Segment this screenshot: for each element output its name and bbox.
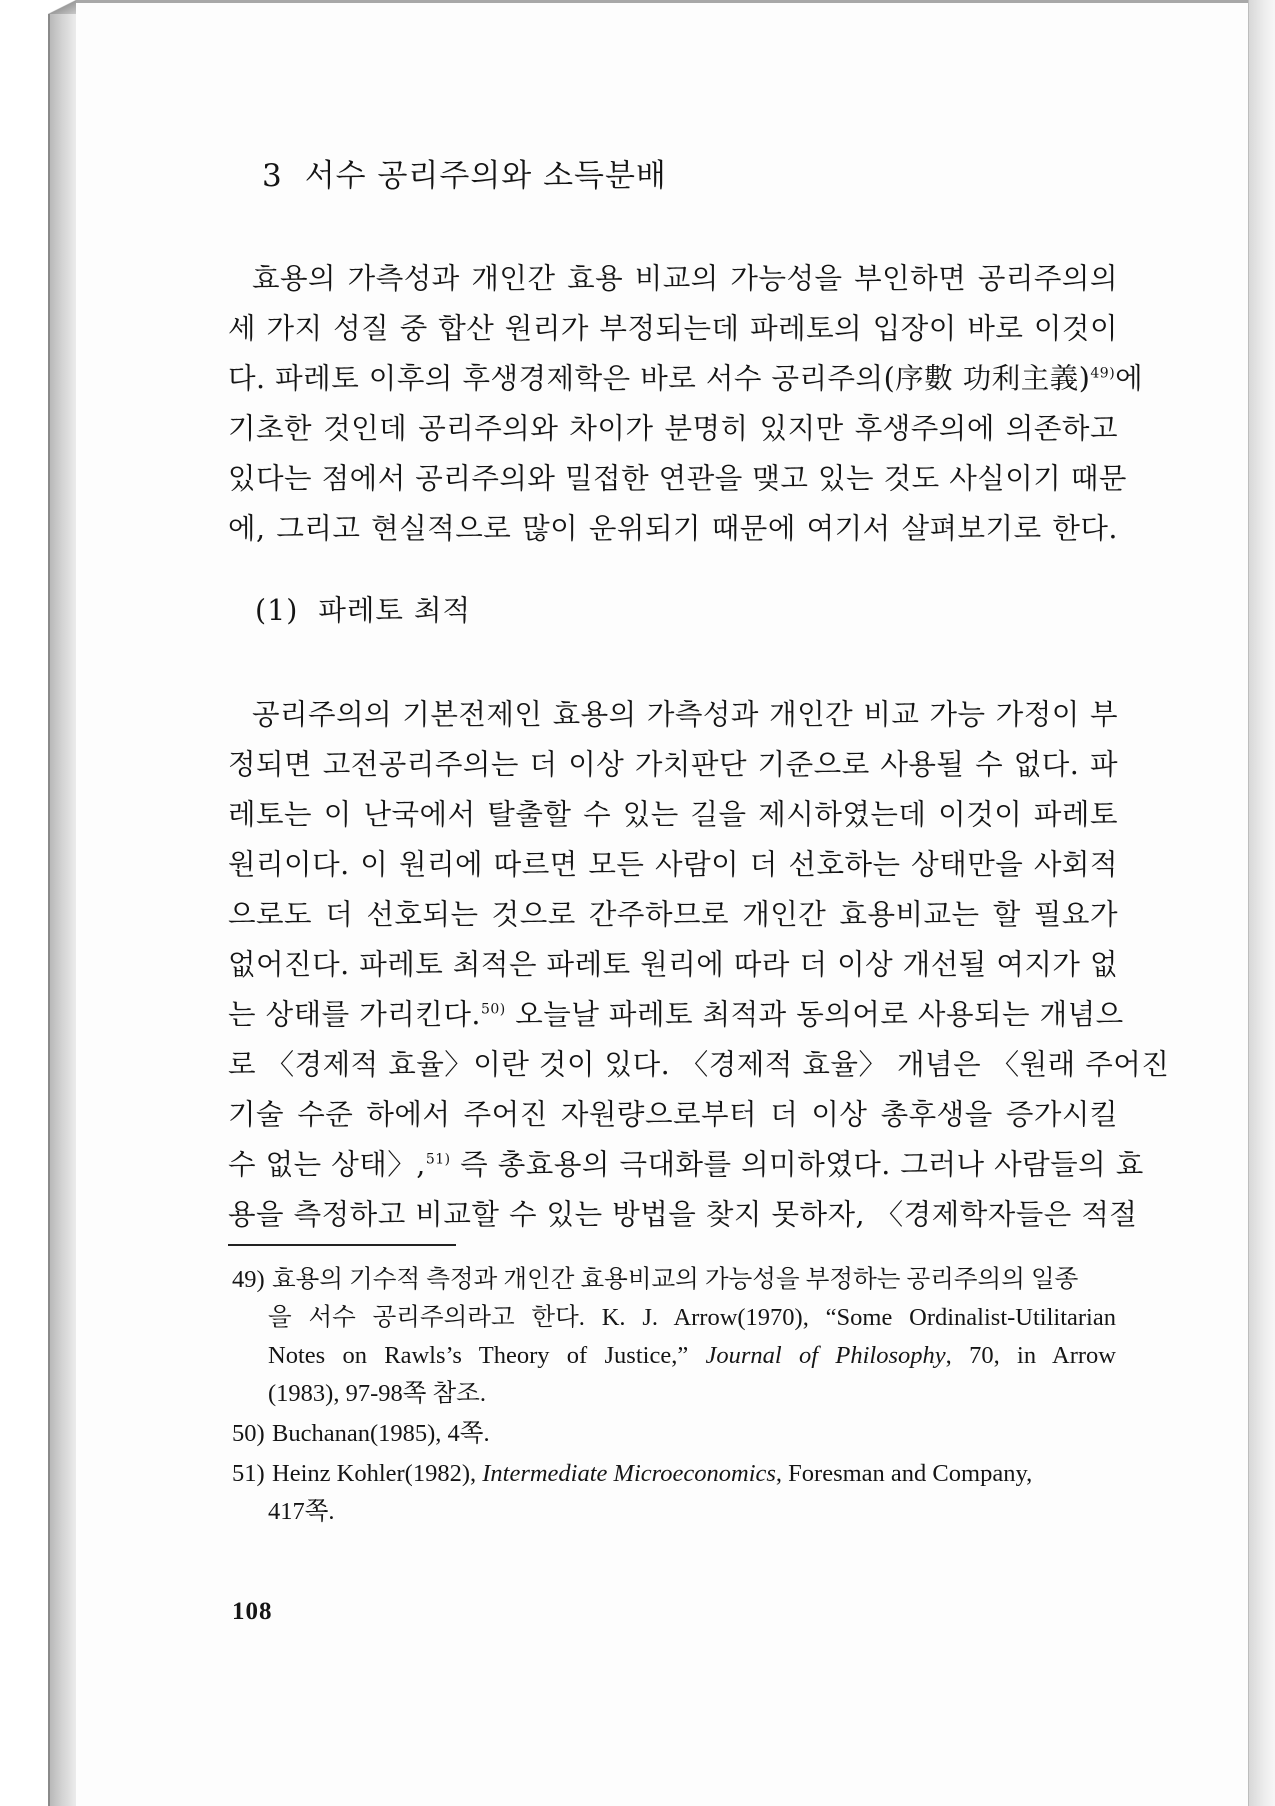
footnote-text: Buchanan(1985), 4쪽. xyxy=(272,1420,490,1447)
paragraph-line: 기초한 것인데 공리주의와 차이가 분명히 있지만 후생주의에 의존하고 xyxy=(228,412,1118,445)
paragraph-text: 에 xyxy=(1115,362,1144,395)
paragraph-line: 으로도 더 선호되는 것으로 간주하므로 개인간 효용비교는 할 필요가 xyxy=(228,898,1118,931)
subsection-heading xyxy=(255,588,471,629)
paragraph-text: 다. 파레토 이후의 후생경제학은 바로 서수 공리주의(序數 功利主義) xyxy=(228,362,1091,395)
paragraph-text: 는 상태를 가리킨다. xyxy=(228,998,481,1031)
footnote-50 xyxy=(232,1416,490,1452)
footnote-number: 49) xyxy=(232,1266,265,1293)
paragraph-text: 수 없는 상태〉, xyxy=(228,1148,426,1181)
paragraph-line xyxy=(228,1140,1144,1190)
paragraph-line: 용을 측정하고 비교할 수 있는 방법을 찾지 못하자, 〈경제학자들은 적절 xyxy=(228,1198,1138,1231)
section-heading xyxy=(262,150,667,195)
footnote-number: 51) xyxy=(232,1460,265,1487)
book-left-edge xyxy=(48,0,76,1806)
paragraph-line: 정되면 고전공리주의는 더 이상 가치판단 기준으로 사용될 수 없다. 파 xyxy=(228,748,1118,781)
footnote-text: , Foresman and Company, xyxy=(775,1460,1033,1487)
footnote-ref[interactable]: 51) xyxy=(425,1151,451,1168)
paragraph-line: 로 〈경제적 효율〉이란 것이 있다. 〈경제적 효율〉 개념은 〈원래 주어진 xyxy=(228,1048,1170,1081)
paragraph-line: 효용의 가측성과 개인간 효용 비교의 가능성을 부인하면 공리주의의 xyxy=(252,262,1118,295)
footnote-51 xyxy=(232,1456,1116,1492)
paragraph-line xyxy=(228,354,1144,404)
footnote-number: 50) xyxy=(232,1420,265,1447)
footnote-text: Heinz Kohler(1982), xyxy=(272,1460,483,1487)
paragraph-text: 오늘날 파레토 최적과 동의어로 사용되는 개념으 xyxy=(505,998,1124,1031)
footnote-divider xyxy=(228,1244,456,1246)
footnote-49 xyxy=(232,1262,1078,1298)
footnote-line xyxy=(268,1338,1116,1374)
paragraph-line: 기술 수준 하에서 주어진 자원량으로부터 더 이상 총후생을 증가시킬 xyxy=(228,1098,1118,1131)
footnote-line: 417쪽. xyxy=(268,1498,335,1525)
section-title-text: 서수 공리주의와 소득분배 xyxy=(304,158,667,194)
subsection-title-text: 파레토 최적 xyxy=(318,594,472,627)
journal-title: Journal of Philosophy xyxy=(705,1342,946,1369)
footnote-line: (1983), 97-98쪽 참조. xyxy=(268,1380,486,1407)
footnote-text: 효용의 기수적 측정과 개인간 효용비교의 가능성을 부정하는 공리주의의 일종 xyxy=(272,1266,1079,1293)
book-corner xyxy=(48,0,76,14)
footnote-ref[interactable]: 50) xyxy=(480,1001,506,1018)
paragraph-line: 없어진다. 파레토 최적은 파레토 원리에 따라 더 이상 개선될 여지가 없 xyxy=(228,948,1119,981)
footnote-text: Notes on Rawls’s Theory of Justice,” xyxy=(268,1342,706,1369)
paragraph-line: 공리주의의 기본전제인 효용의 가측성과 개인간 비교 가능 가정이 부 xyxy=(252,698,1118,731)
paragraph-text: 즉 총효용의 극대화를 의미하였다. 그러나 사람들의 효 xyxy=(450,1148,1144,1181)
paragraph-line: 세 가지 성질 중 합산 원리가 부정되는데 파레토의 입장이 바로 이것이 xyxy=(228,312,1118,345)
book-title: Intermediate Microeconomics xyxy=(482,1460,776,1487)
footnote-ref[interactable]: 49) xyxy=(1090,365,1116,382)
paragraph-line xyxy=(228,990,1124,1040)
paragraph-line: 원리이다. 이 원리에 따르면 모든 사람이 더 선호하는 상태만을 사회적 xyxy=(228,848,1118,881)
subsection-number: (1) xyxy=(255,594,299,627)
book-right-edge xyxy=(1248,0,1275,1806)
footnote-text: , 70, in Arrow xyxy=(945,1342,1116,1369)
footnote-line: 을 서수 공리주의라고 한다. K. J. Arrow(1970), “Some Ordinalist-Utilitarian xyxy=(268,1304,1116,1331)
paragraph-line: 레토는 이 난국에서 탈출할 수 있는 길을 제시하였는데 이것이 파레토 xyxy=(228,798,1118,831)
page-number: 108 xyxy=(232,1598,273,1625)
paragraph-line: 있다는 점에서 공리주의와 밀접한 연관을 맺고 있는 것도 사실이기 때문 xyxy=(228,462,1127,495)
section-number: 3 xyxy=(262,158,283,194)
paragraph-line: 에, 그리고 현실적으로 많이 운위되기 때문에 여기서 살펴보기로 한다. xyxy=(228,512,1118,545)
